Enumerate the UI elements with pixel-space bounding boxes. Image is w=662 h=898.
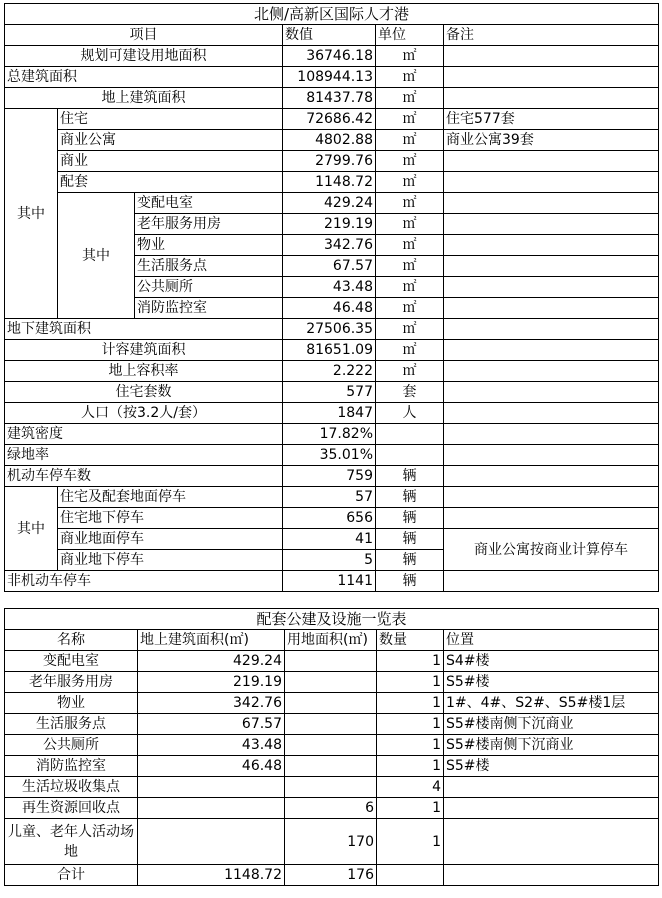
table-row: 商业地下停车 5 辆 (5, 550, 659, 571)
table-row: 地下建筑面积 27506.35 ㎡ (5, 319, 659, 340)
table-row: 再生资源回收点 6 1 (5, 798, 659, 819)
table2-title: 配套公建及设施一览表 (5, 609, 659, 630)
table-row: 住宅套数 577 套 (5, 382, 659, 403)
table-row: 生活服务点 67.57 ㎡ (5, 256, 659, 277)
table-row: 老年服务用房 219.19 ㎡ (5, 214, 659, 235)
table-row: 商业地面停车 41 辆 商业公寓按商业计算停车 (5, 529, 659, 550)
table1-header-row (5, 25, 659, 46)
table-row: 计容建筑面积 81651.09 ㎡ (5, 340, 659, 361)
table-row: 机动车停车数 759 辆 (5, 466, 659, 487)
table-row: 消防监控室 46.48 ㎡ (5, 298, 659, 319)
facility-list-table (4, 608, 659, 886)
header-note: 备注 (444, 25, 659, 46)
table-row: 儿童、老年人活动场地 170 1 (5, 819, 659, 865)
table-row: 其中 变配电室 429.24 ㎡ (5, 193, 659, 214)
table-row: 其中 住宅 72686.42 ㎡ 住宅577套 (5, 109, 659, 130)
qizhong-sub-label: 其中 (58, 193, 135, 319)
table-row: 老年服务用房 219.19 1 S5#楼 (5, 672, 659, 693)
table-row: 非机动车停车 1141 辆 (5, 571, 659, 592)
table-row: 公共厕所 43.48 1 S5#楼南侧下沉商业 (5, 735, 659, 756)
table-row: 建筑密度 17.82% (5, 424, 659, 445)
qizhong-label: 其中 (5, 109, 58, 319)
table-row: 物业 342.76 1 1#、4#、S2#、S5#楼1层 (5, 693, 659, 714)
header-item: 项目 (5, 25, 283, 46)
project-indicator-table (4, 3, 659, 592)
table-row: 消防监控室 46.48 1 S5#楼 (5, 756, 659, 777)
table-row: 地上建筑面积 81437.78 ㎡ (5, 88, 659, 109)
table-row: 人口（按3.2人/套） 1847 人 (5, 403, 659, 424)
parking-note: 商业公寓按商业计算停车 (444, 529, 659, 571)
table-row: 物业 342.76 ㎡ (5, 235, 659, 256)
note-residential: 住宅577套 (444, 109, 659, 130)
table-row: 商业公寓 4802.88 ㎡ 商业公寓39套 (5, 130, 659, 151)
table1-title: 北侧/高新区国际人才港 (5, 4, 659, 25)
table-row: 地上容积率 2.222 ㎡ (5, 361, 659, 382)
header-value: 数值 (283, 25, 376, 46)
table-row: 总建筑面积 108944.13 ㎡ (5, 67, 659, 88)
table-row: 公共厕所 43.48 ㎡ (5, 277, 659, 298)
table-row: 变配电室 429.24 1 S4#楼 (5, 651, 659, 672)
total-row: 合计 1148.72 176 (5, 865, 659, 886)
table-row: 其中 住宅及配套地面停车 57 辆 (5, 487, 659, 508)
table2-header-row: 名称 地上建筑面积(㎡) 用地面积(㎡) 数量 位置 (5, 630, 659, 651)
table-row: 配套 1148.72 ㎡ (5, 172, 659, 193)
note-apartment: 商业公寓39套 (444, 130, 659, 151)
table-row: 商业 2799.76 ㎡ (5, 151, 659, 172)
table-row: 生活垃圾收集点 4 (5, 777, 659, 798)
table-row: 住宅地下停车 656 辆 (5, 508, 659, 529)
header-unit: 单位 (376, 25, 444, 46)
table-row: 绿地率 35.01% (5, 445, 659, 466)
table-row: 规划可建设用地面积 36746.18 ㎡ (5, 46, 659, 67)
table-row: 生活服务点 67.57 1 S5#楼南侧下沉商业 (5, 714, 659, 735)
qizhong-parking-label: 其中 (5, 487, 58, 571)
